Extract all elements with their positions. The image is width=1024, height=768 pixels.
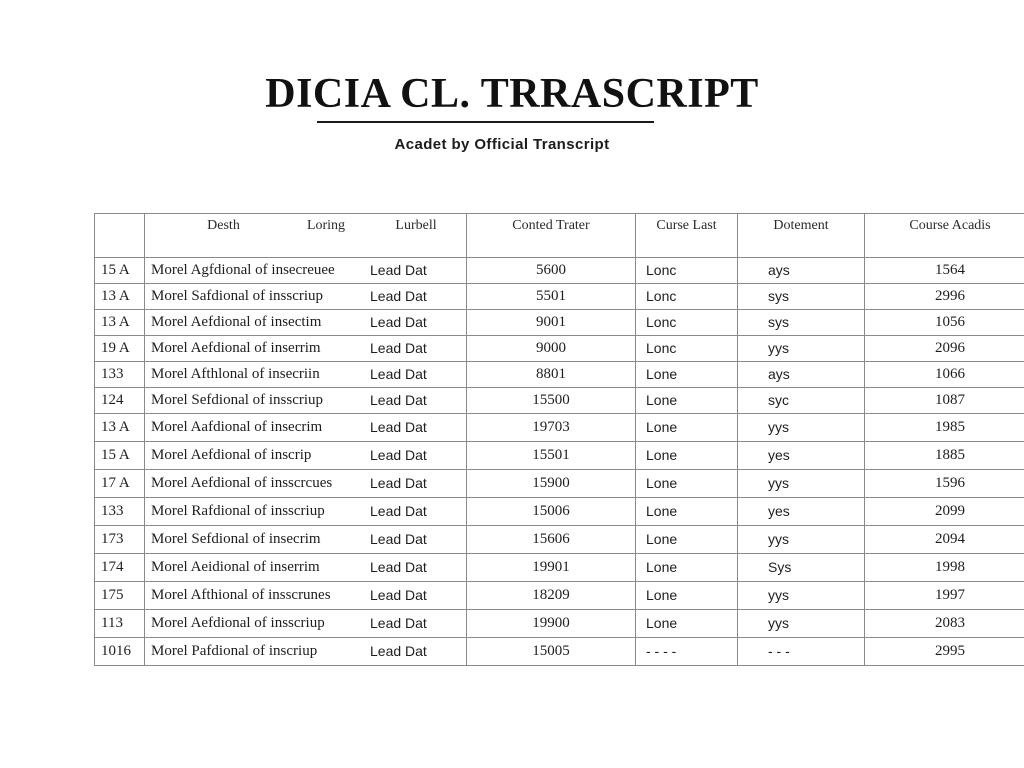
transcript-table	[94, 213, 1024, 666]
course-name: Morel Aefdional of inscrip	[151, 447, 312, 463]
row-status: syc	[738, 388, 865, 414]
row-description	[145, 310, 467, 336]
header-dotement: Dotement	[738, 214, 865, 258]
course-grade: Lead Dat	[370, 447, 427, 463]
table-row	[95, 362, 1024, 388]
course-grade: Lead Dat	[370, 262, 427, 278]
header-lurbell: Lurbell	[395, 218, 437, 233]
row-last: - - - -	[636, 638, 738, 666]
row-last: Lone	[636, 470, 738, 498]
row-description	[145, 470, 467, 498]
row-rate: 15500	[467, 388, 636, 414]
row-acadis: 1997	[865, 582, 1024, 610]
row-status: sys	[738, 284, 865, 310]
row-status: yys	[738, 470, 865, 498]
header-conted-trater: Conted Trater	[467, 214, 636, 258]
course-name: Morel Aeidional of inserrim	[151, 559, 320, 575]
row-acadis: 2995	[865, 638, 1024, 666]
row-acadis: 1985	[865, 414, 1024, 442]
row-id: 13 A	[95, 310, 145, 336]
course-name: Morel Sefdional of insecrim	[151, 531, 321, 547]
course-grade: Lead Dat	[370, 615, 427, 631]
row-id: 1016	[95, 638, 145, 666]
row-acadis: 2094	[865, 526, 1024, 554]
row-acadis: 1087	[865, 388, 1024, 414]
row-id: 13 A	[95, 284, 145, 310]
table-row	[95, 388, 1024, 414]
row-id: 133	[95, 362, 145, 388]
row-description	[145, 638, 467, 666]
row-status: - - -	[738, 638, 865, 666]
row-description	[145, 362, 467, 388]
course-name: Morel Pafdional of inscriup	[151, 643, 318, 659]
row-last: Lonc	[636, 258, 738, 284]
row-status: yys	[738, 336, 865, 362]
row-rate: 15501	[467, 442, 636, 470]
row-id: 19 A	[95, 336, 145, 362]
course-name: Morel Aefdional of insscriup	[151, 615, 325, 631]
row-status: Sys	[738, 554, 865, 582]
table-row	[95, 258, 1024, 284]
course-grade: Lead Dat	[370, 475, 427, 491]
row-last: Lonc	[636, 336, 738, 362]
row-last: Lone	[636, 442, 738, 470]
course-grade: Lead Dat	[370, 643, 427, 659]
row-status: yys	[738, 414, 865, 442]
row-rate: 15606	[467, 526, 636, 554]
course-name: Morel Aafdional of insecrim	[151, 419, 323, 435]
row-id: 174	[95, 554, 145, 582]
course-name: Morel Aefdional of insectim	[151, 314, 322, 330]
row-status: ays	[738, 362, 865, 388]
row-status: yys	[738, 610, 865, 638]
row-acadis: 1564	[865, 258, 1024, 284]
row-rate: 15005	[467, 638, 636, 666]
row-description	[145, 336, 467, 362]
row-status: yys	[738, 582, 865, 610]
course-name: Morel Aefdional of inserrim	[151, 340, 321, 356]
header-id	[95, 214, 145, 258]
row-rate: 15900	[467, 470, 636, 498]
row-description	[145, 582, 467, 610]
table-row	[95, 554, 1024, 582]
row-rate: 19901	[467, 554, 636, 582]
table-row	[95, 284, 1024, 310]
row-description	[145, 258, 467, 284]
row-acadis: 2996	[865, 284, 1024, 310]
row-last: Lone	[636, 388, 738, 414]
document-subtitle: Acadet by Official Transcript	[394, 136, 610, 153]
row-rate: 15006	[467, 498, 636, 526]
row-description	[145, 388, 467, 414]
table-row	[95, 442, 1024, 470]
row-id: 13 A	[95, 414, 145, 442]
row-rate: 19900	[467, 610, 636, 638]
row-description	[145, 526, 467, 554]
row-rate: 8801	[467, 362, 636, 388]
course-name: Morel Afthional of insscrunes	[151, 587, 331, 603]
row-rate: 5501	[467, 284, 636, 310]
row-last: Lone	[636, 498, 738, 526]
course-name: Morel Aefdional of insscrcues	[151, 475, 333, 491]
course-name: Morel Rafdional of insscriup	[151, 503, 325, 519]
header-course-acadis: Course Acadis	[865, 214, 1024, 258]
row-id: 17 A	[95, 470, 145, 498]
row-status: sys	[738, 310, 865, 336]
header-desth: Desth	[207, 218, 240, 233]
course-name: Morel Afthlonal of insecriin	[151, 366, 320, 382]
row-description	[145, 442, 467, 470]
course-grade: Lead Dat	[370, 587, 427, 603]
row-description	[145, 498, 467, 526]
row-id: 113	[95, 610, 145, 638]
row-rate: 9000	[467, 336, 636, 362]
row-acadis: 1066	[865, 362, 1024, 388]
row-id: 133	[95, 498, 145, 526]
course-grade: Lead Dat	[370, 288, 427, 304]
row-status: yes	[738, 498, 865, 526]
table-row	[95, 526, 1024, 554]
row-last: Lone	[636, 554, 738, 582]
course-grade: Lead Dat	[370, 314, 427, 330]
table-row	[95, 498, 1024, 526]
row-id: 15 A	[95, 258, 145, 284]
table-row	[95, 336, 1024, 362]
title-underline	[317, 121, 654, 123]
row-last: Lone	[636, 414, 738, 442]
row-id: 124	[95, 388, 145, 414]
course-grade: Lead Dat	[370, 419, 427, 435]
header-row	[95, 214, 1024, 258]
row-status: yys	[738, 526, 865, 554]
table-row	[95, 638, 1024, 666]
row-id: 175	[95, 582, 145, 610]
row-rate: 18209	[467, 582, 636, 610]
course-grade: Lead Dat	[370, 503, 427, 519]
course-grade: Lead Dat	[370, 366, 427, 382]
document-title: DICIA CL. TRRASCRIPT	[265, 71, 759, 117]
row-description	[145, 554, 467, 582]
row-acadis: 2096	[865, 336, 1024, 362]
row-description	[145, 414, 467, 442]
row-acadis: 2083	[865, 610, 1024, 638]
table-row	[95, 582, 1024, 610]
row-last: Lone	[636, 526, 738, 554]
table-row	[95, 470, 1024, 498]
row-acadis: 1998	[865, 554, 1024, 582]
row-acadis: 1885	[865, 442, 1024, 470]
row-status: ays	[738, 258, 865, 284]
course-name: Morel Sefdional of insscriup	[151, 392, 324, 408]
table-row	[95, 310, 1024, 336]
course-grade: Lead Dat	[370, 531, 427, 547]
row-last: Lone	[636, 582, 738, 610]
row-last: Lonc	[636, 284, 738, 310]
row-id: 173	[95, 526, 145, 554]
header-loring: Loring	[306, 218, 346, 233]
header-description	[145, 214, 467, 258]
course-grade: Lead Dat	[370, 340, 427, 356]
table-body	[95, 258, 1024, 666]
row-id: 15 A	[95, 442, 145, 470]
row-acadis: 1596	[865, 470, 1024, 498]
row-acadis: 1056	[865, 310, 1024, 336]
row-last: Lonc	[636, 310, 738, 336]
row-description	[145, 610, 467, 638]
course-name: Morel Agfdional of insecreuee	[151, 262, 335, 278]
course-grade: Lead Dat	[370, 392, 427, 408]
table-row	[95, 610, 1024, 638]
table-header	[95, 214, 1024, 258]
row-rate: 9001	[467, 310, 636, 336]
row-status: yes	[738, 442, 865, 470]
header-curse-last: Curse Last	[636, 214, 738, 258]
row-last: Lone	[636, 610, 738, 638]
row-rate: 19703	[467, 414, 636, 442]
course-name: Morel Safdional of insscriup	[151, 288, 324, 304]
row-rate: 5600	[467, 258, 636, 284]
course-grade: Lead Dat	[370, 559, 427, 575]
row-acadis: 2099	[865, 498, 1024, 526]
row-description	[145, 284, 467, 310]
table-row	[95, 414, 1024, 442]
row-last: Lone	[636, 362, 738, 388]
